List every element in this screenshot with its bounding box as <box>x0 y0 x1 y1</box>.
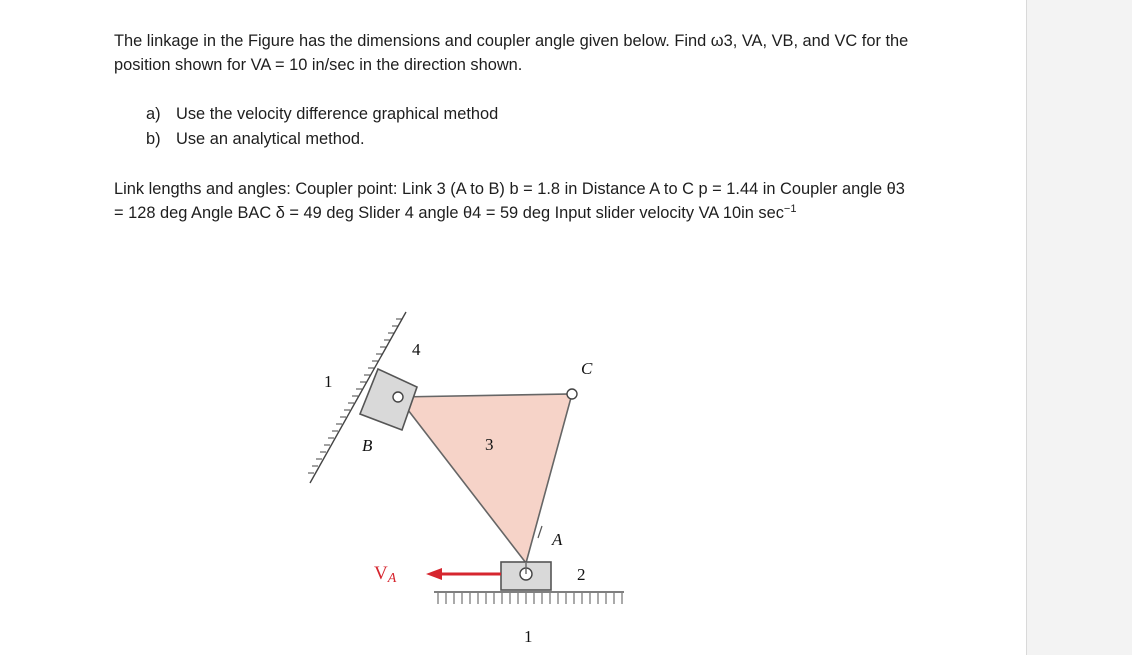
label-point-b: B <box>362 436 373 455</box>
label-ground-bottom: 1 <box>524 627 533 646</box>
linkage-figure <box>296 308 636 655</box>
comment-sidebar <box>1026 0 1132 655</box>
label-slider-2: 2 <box>577 565 586 584</box>
label-velocity-va <box>374 563 397 586</box>
list-item-a <box>146 102 498 126</box>
point-a-marker <box>538 526 542 538</box>
list-marker-b: b) <box>146 130 161 148</box>
label-velocity-v: V <box>374 563 388 584</box>
list-text-b: Use an analytical method. <box>176 130 365 148</box>
velocity-arrow-va <box>426 568 501 580</box>
label-slider-4: 4 <box>412 340 421 359</box>
problem-statement: The linkage in the Figure has the dimensions and coupler angle given below. Find ω3, VA, VB, and VC for the position shown for VA = 10 in/sec in the direction shown. <box>114 32 909 74</box>
list-item-b <box>146 127 365 151</box>
label-point-c: C <box>581 359 593 378</box>
pin-b <box>393 392 403 402</box>
pin-c <box>567 389 577 399</box>
given-data-text: Link lengths and angles: Coupler point: Link 3 (A to B) b = 1.8 in Distance A to C p = 1.44 in Coupler angle θ3 = 128 deg Angle BAC δ = 49 deg Slider 4 angle θ4 = 59 deg Input slider velocity VA 10in sec <box>114 180 905 222</box>
label-point-a: A <box>552 530 563 549</box>
list-text-a: Use the velocity difference graphical method <box>176 105 499 123</box>
label-link-3: 3 <box>485 435 494 454</box>
bottom-ground-hatch <box>434 592 624 604</box>
label-velocity-subscript: A <box>387 571 397 586</box>
label-ground-left: 1 <box>324 372 333 391</box>
coupler-link-3 <box>398 394 572 563</box>
given-data-exponent: −1 <box>783 203 797 215</box>
list-marker-a: a) <box>146 105 161 123</box>
given-data-paragraph <box>114 177 914 225</box>
